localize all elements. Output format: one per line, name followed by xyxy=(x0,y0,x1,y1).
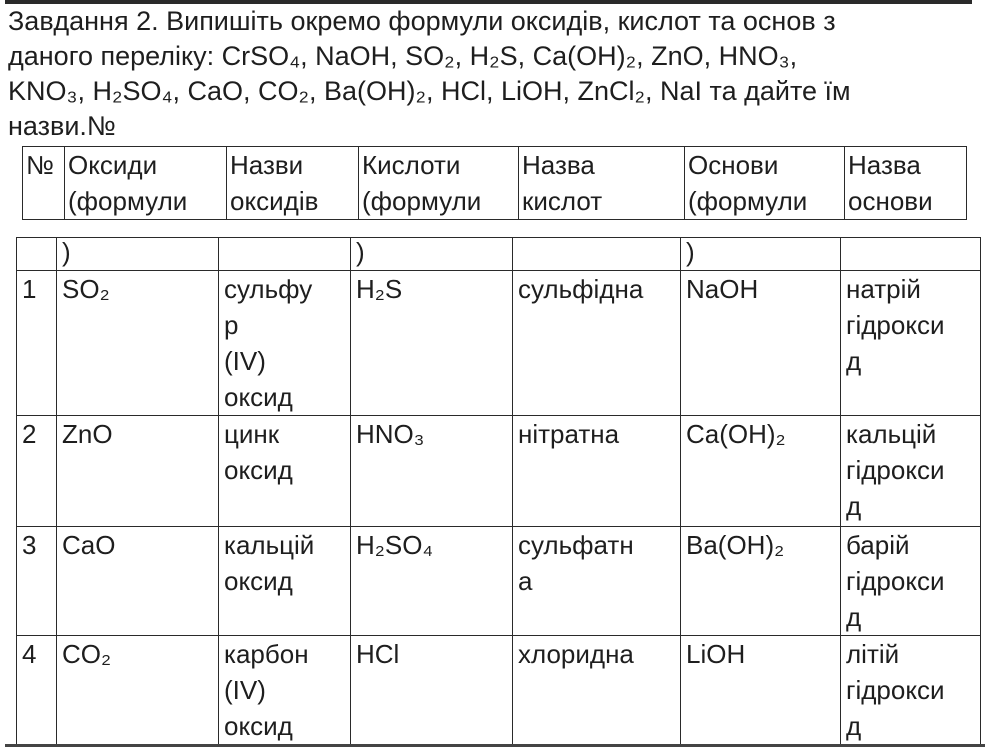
base-name-line: д xyxy=(846,711,862,741)
header-base-names-sub: основи xyxy=(848,186,933,216)
oxide-name-line: (IV) xyxy=(224,346,266,376)
task-line-4: назви.№ xyxy=(8,111,116,141)
base-name-cell xyxy=(841,527,981,636)
acid-name-cell xyxy=(513,416,681,527)
oxide-name-line: оксид xyxy=(224,711,293,741)
oxide-name-line: сульфу xyxy=(224,274,313,304)
base-name xyxy=(841,527,980,635)
acid-formula-cell xyxy=(351,416,513,527)
oxide-name-line: (IV) xyxy=(224,675,266,705)
paren-text-1: ) xyxy=(62,237,71,267)
paren-cell-3 xyxy=(351,238,513,271)
header-oxides-title: Оксиди xyxy=(68,150,158,180)
header-cell-oxide-names xyxy=(227,147,359,220)
header-bases-title: Основи xyxy=(688,150,779,180)
oxide-name-cell xyxy=(219,636,351,747)
acid-name xyxy=(513,527,680,599)
oxide-name-cell xyxy=(219,527,351,636)
header-cell-base-names xyxy=(845,147,967,220)
oxide-name-line: кальцій xyxy=(224,530,315,560)
row-number-cell xyxy=(17,271,57,416)
oxide-name xyxy=(219,636,350,744)
paren-text-5: ) xyxy=(686,237,695,267)
row-number: 1 xyxy=(22,274,37,304)
oxide-formula-cell xyxy=(57,527,219,636)
oxide-formula: CO₂ xyxy=(62,639,112,669)
header-oxide-names-sub: оксидів xyxy=(230,186,319,216)
header-cell-bases xyxy=(685,147,845,220)
acid-name-line: хлоридна xyxy=(518,639,634,669)
base-name-line: д xyxy=(846,491,862,521)
base-name-line: гідрокси xyxy=(846,675,945,705)
oxide-name-line: оксид xyxy=(224,566,293,596)
header-bases-sub: (формули xyxy=(688,186,808,216)
header-table xyxy=(22,146,967,220)
base-name-line: д xyxy=(846,602,862,632)
acid-name-line: а xyxy=(518,566,533,596)
task-line-3: KNO₃, H₂SO₄, CaO, CO₂, Ba(OH)₂, HCl, LiOH, ZnCl₂, NaI та дайте їм xyxy=(8,76,851,106)
header-row xyxy=(23,147,967,220)
paren-row xyxy=(17,238,981,271)
header-base-names-title: Назва xyxy=(848,150,921,180)
oxide-formula-cell xyxy=(57,636,219,747)
base-name-line: кальцій xyxy=(846,419,937,449)
page-bottom-rule xyxy=(5,744,985,747)
base-name-line: д xyxy=(846,346,862,376)
table-row xyxy=(17,636,981,747)
base-formula: Ba(OH)₂ xyxy=(686,530,785,560)
base-name-line: натрій xyxy=(846,274,921,304)
base-name xyxy=(841,271,980,379)
acid-name-line: сульфатн xyxy=(518,530,634,560)
oxide-name-cell xyxy=(219,271,351,416)
base-name-line: літій xyxy=(846,639,900,669)
table-row xyxy=(17,527,981,636)
acid-formula: HNO₃ xyxy=(356,419,425,449)
acid-formula: H₂SO₄ xyxy=(356,530,434,560)
oxide-formula-cell xyxy=(57,416,219,527)
acid-formula: HCl xyxy=(356,639,400,669)
header-acid-names-sub: кислот xyxy=(522,186,603,216)
oxide-formula-cell xyxy=(57,271,219,416)
header-acid-names-title: Назва xyxy=(522,150,595,180)
header-oxide-names-title: Назви xyxy=(230,150,304,180)
header-oxides-sub: (формули xyxy=(68,186,188,216)
paren-cell-4 xyxy=(513,238,681,271)
acid-name-cell xyxy=(513,527,681,636)
answer-table xyxy=(16,237,981,747)
oxide-name-cell xyxy=(219,416,351,527)
task-line-2: даного переліку: CrSO₄, NaOH, SO₂, H₂S, Ca(OH)₂, ZnO, HNO₃, xyxy=(8,41,798,71)
paren-cell-1 xyxy=(57,238,219,271)
base-formula-cell xyxy=(681,636,841,747)
table-row xyxy=(17,271,981,416)
paren-cell-2 xyxy=(219,238,351,271)
acid-formula-cell xyxy=(351,271,513,416)
oxide-name-line: цинк xyxy=(224,419,280,449)
task-statement xyxy=(8,4,980,144)
base-formula-cell xyxy=(681,527,841,636)
header-cell-oxides xyxy=(65,147,227,220)
acid-name-line: нітратна xyxy=(518,419,620,449)
paren-cell-6 xyxy=(841,238,981,271)
task-line-1: Завдання 2. Випишіть окремо формули оксидів, кислот та основ з xyxy=(8,6,836,36)
base-name-line: гідрокси xyxy=(846,455,945,485)
acid-name xyxy=(513,416,680,452)
base-formula-cell xyxy=(681,271,841,416)
base-formula: Ca(OH)₂ xyxy=(686,419,786,449)
oxide-name xyxy=(219,416,350,488)
acid-name-cell xyxy=(513,636,681,747)
row-number-cell xyxy=(17,416,57,527)
acid-name xyxy=(513,271,680,307)
oxide-formula: ZnO xyxy=(62,419,113,449)
header-acids-sub: (формули xyxy=(362,186,482,216)
answer-rows xyxy=(17,271,981,747)
header-acids-title: Кислоти xyxy=(362,150,461,180)
base-name-line: гідрокси xyxy=(846,310,945,340)
oxide-formula: SO₂ xyxy=(62,274,110,304)
oxide-name-line: оксид xyxy=(224,382,293,412)
row-number: 3 xyxy=(22,530,37,560)
row-number: 2 xyxy=(22,419,37,449)
acid-formula-cell xyxy=(351,636,513,747)
row-number-cell xyxy=(17,527,57,636)
header-cell-acids xyxy=(359,147,519,220)
base-name xyxy=(841,416,980,524)
header-cell-acid-names xyxy=(519,147,685,220)
acid-name xyxy=(513,636,680,672)
paren-text-3: ) xyxy=(356,237,365,267)
acid-name-line: сульфідна xyxy=(518,274,644,304)
header-cell-number xyxy=(23,147,65,220)
oxide-name xyxy=(219,527,350,599)
oxide-name-line: карбон xyxy=(224,639,309,669)
base-name-line: барій xyxy=(846,530,910,560)
oxide-name-line: р xyxy=(224,310,239,340)
acid-formula-cell xyxy=(351,527,513,636)
oxide-name xyxy=(219,271,350,415)
table-row xyxy=(17,416,981,527)
base-formula-cell xyxy=(681,416,841,527)
paren-cell-5 xyxy=(681,238,841,271)
base-formula: LiOH xyxy=(686,639,746,669)
header-number: № xyxy=(26,150,54,180)
base-name-cell xyxy=(841,416,981,527)
base-name-line: гідрокси xyxy=(846,566,945,596)
base-name xyxy=(841,636,980,744)
acid-formula: H₂S xyxy=(356,274,403,304)
oxide-name-line: оксид xyxy=(224,455,293,485)
base-name-cell xyxy=(841,271,981,416)
acid-name-cell xyxy=(513,271,681,416)
row-number: 4 xyxy=(22,639,37,669)
base-formula: NaOH xyxy=(686,274,759,304)
base-name-cell xyxy=(841,636,981,747)
paren-cell-0 xyxy=(17,238,57,271)
row-number-cell xyxy=(17,636,57,747)
oxide-formula: CaO xyxy=(62,530,116,560)
